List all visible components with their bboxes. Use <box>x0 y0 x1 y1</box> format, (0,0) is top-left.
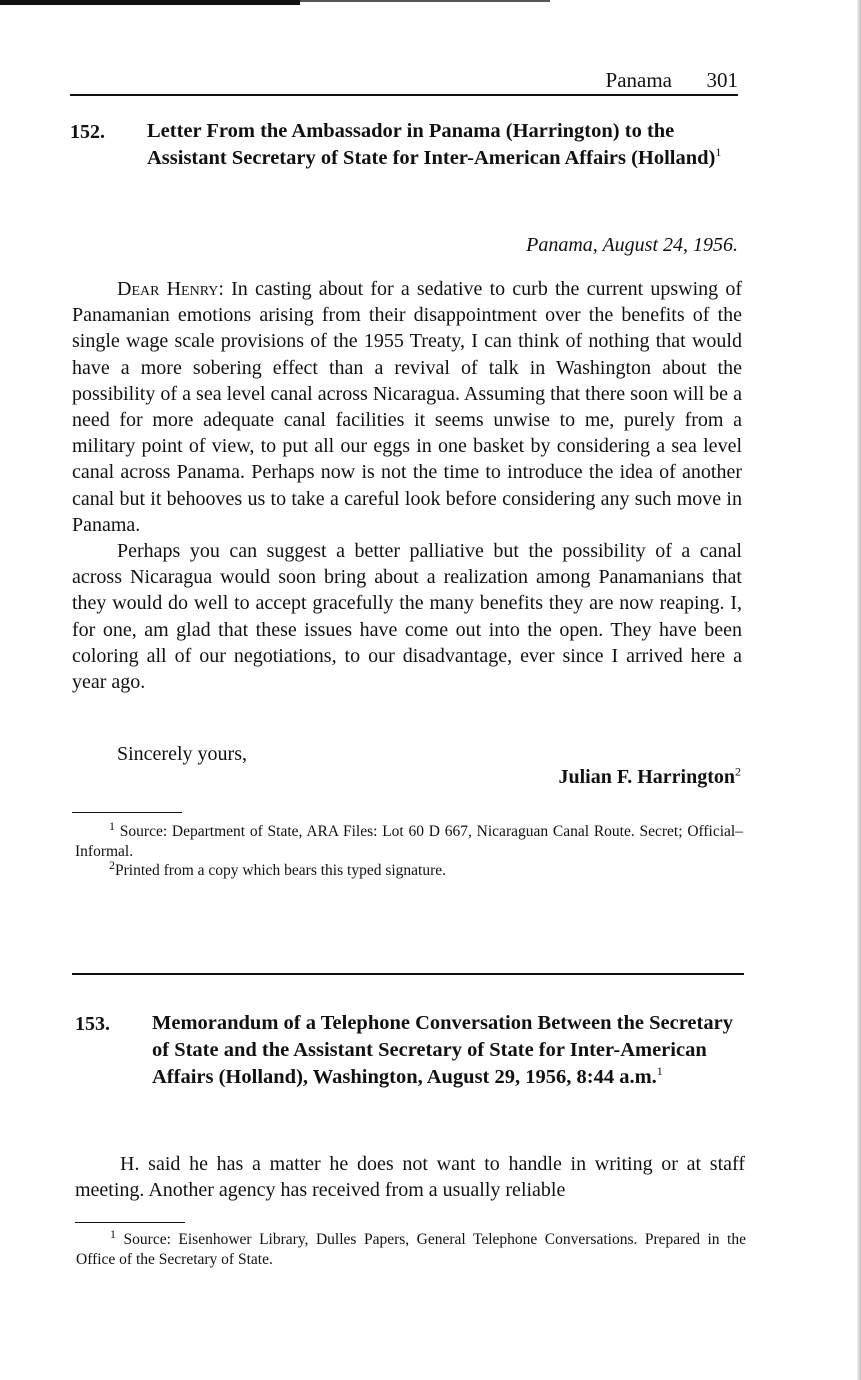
doc-153-title-note-mark: 1 <box>656 1064 663 1079</box>
footnote-1 <box>75 818 743 861</box>
signature-note-mark: 2 <box>735 764 741 779</box>
footnote-2 <box>75 857 743 881</box>
doc-153-title-text: Memorandum of a Telephone Conversation Between the Secretary of State and the Assistant Secretary of State for Inter-American Affairs (Holland), Washington, August 29, 1956, 8:44 a.m. <box>152 1012 733 1088</box>
doc-152-footnotes <box>75 818 743 881</box>
doc-152-dateline: Panama, August 24, 1956. <box>526 234 738 256</box>
doc-152-title-note-mark: 1 <box>715 145 722 160</box>
footnote-153-1-text: Source: Eisenhower Library, Dulles Papers, General Telephone Conversations. Prepared in the Office of the Secretary of State. <box>76 1231 746 1268</box>
doc-153-title <box>152 1010 744 1091</box>
footnote-153-1 <box>76 1226 746 1269</box>
running-head-title: Panama <box>605 68 672 92</box>
sign-off: Sincerely yours, <box>117 743 247 765</box>
salutation: Dear Henry: <box>117 278 224 300</box>
section-divider <box>72 973 744 975</box>
footnote-rule <box>72 812 182 813</box>
page-number: 301 <box>706 68 738 92</box>
scan-right-edge <box>857 0 861 1380</box>
doc-152-paragraph-1-text: In casting about for a sedative to curb the current upswing of Panamanian emotions arising from their disappointment over the benefits of the single wage scale provisions of the 1955 Treaty, I can think of nothing that would have a more sobering effect than a revival of talk in Washington about the possibility of a sea level canal across Nicaragua. Assuming that there soon will be a need for more adequate canal facilities it seems unwise to me, purely from a military point of view, to put all our eggs in one basket by considering a sea level canal across Panama. Perhaps now is not the time to introduce the idea of another canal but it behooves us to take a careful look before considering any such move in Panama. <box>72 278 743 536</box>
doc-153-body <box>75 1151 745 1203</box>
doc-153-footnotes <box>76 1226 746 1269</box>
doc-152-number: 152. <box>70 121 105 143</box>
scan-edge-dark <box>0 0 300 5</box>
running-head <box>70 66 738 96</box>
doc-153-number: 153. <box>75 1013 110 1035</box>
footnote-1-mark: 1 <box>109 818 115 833</box>
doc-152-title-text: Letter From the Ambassador in Panama (Harrington) to the Assistant Secretary of State for Inter-American Affairs (Holland) <box>147 120 716 169</box>
footnote-2-text: Printed from a copy which bears this typed signature. <box>115 862 447 879</box>
signature-name: Julian F. Harrington <box>558 766 735 788</box>
footnote-1-text: Source: Department of State, ARA Files: Lot 60 D 667, Nicaraguan Canal Route. Secret; Official–Informal. <box>75 823 743 860</box>
doc-152-body <box>72 276 742 695</box>
doc-152-paragraph-2: Perhaps you can suggest a better palliative but the possibility of a canal across Nicaragua would soon bring about a realization among Panamanians that they would do well to accept gracefully the many benefits they are now reaping. I, for one, am glad that these issues have come out into the open. They have been coloring all of our negotiations, to our disadvantage, ever since I arrived here a year ago. <box>72 540 742 694</box>
doc-153-paragraph-1: H. said he has a matter he does not want to handle in writing or at staff meeting. Another agency has received from a usually reliable <box>75 1153 745 1202</box>
footnote-2-mark: 2 <box>109 857 115 872</box>
doc-152-title <box>147 118 742 172</box>
doc-152-paragraph-1 <box>72 276 742 538</box>
footnote-153-1-mark: 1 <box>110 1226 116 1241</box>
signature <box>558 766 741 789</box>
scan-edge-light <box>300 0 550 2</box>
footnote-rule-153 <box>75 1222 185 1223</box>
